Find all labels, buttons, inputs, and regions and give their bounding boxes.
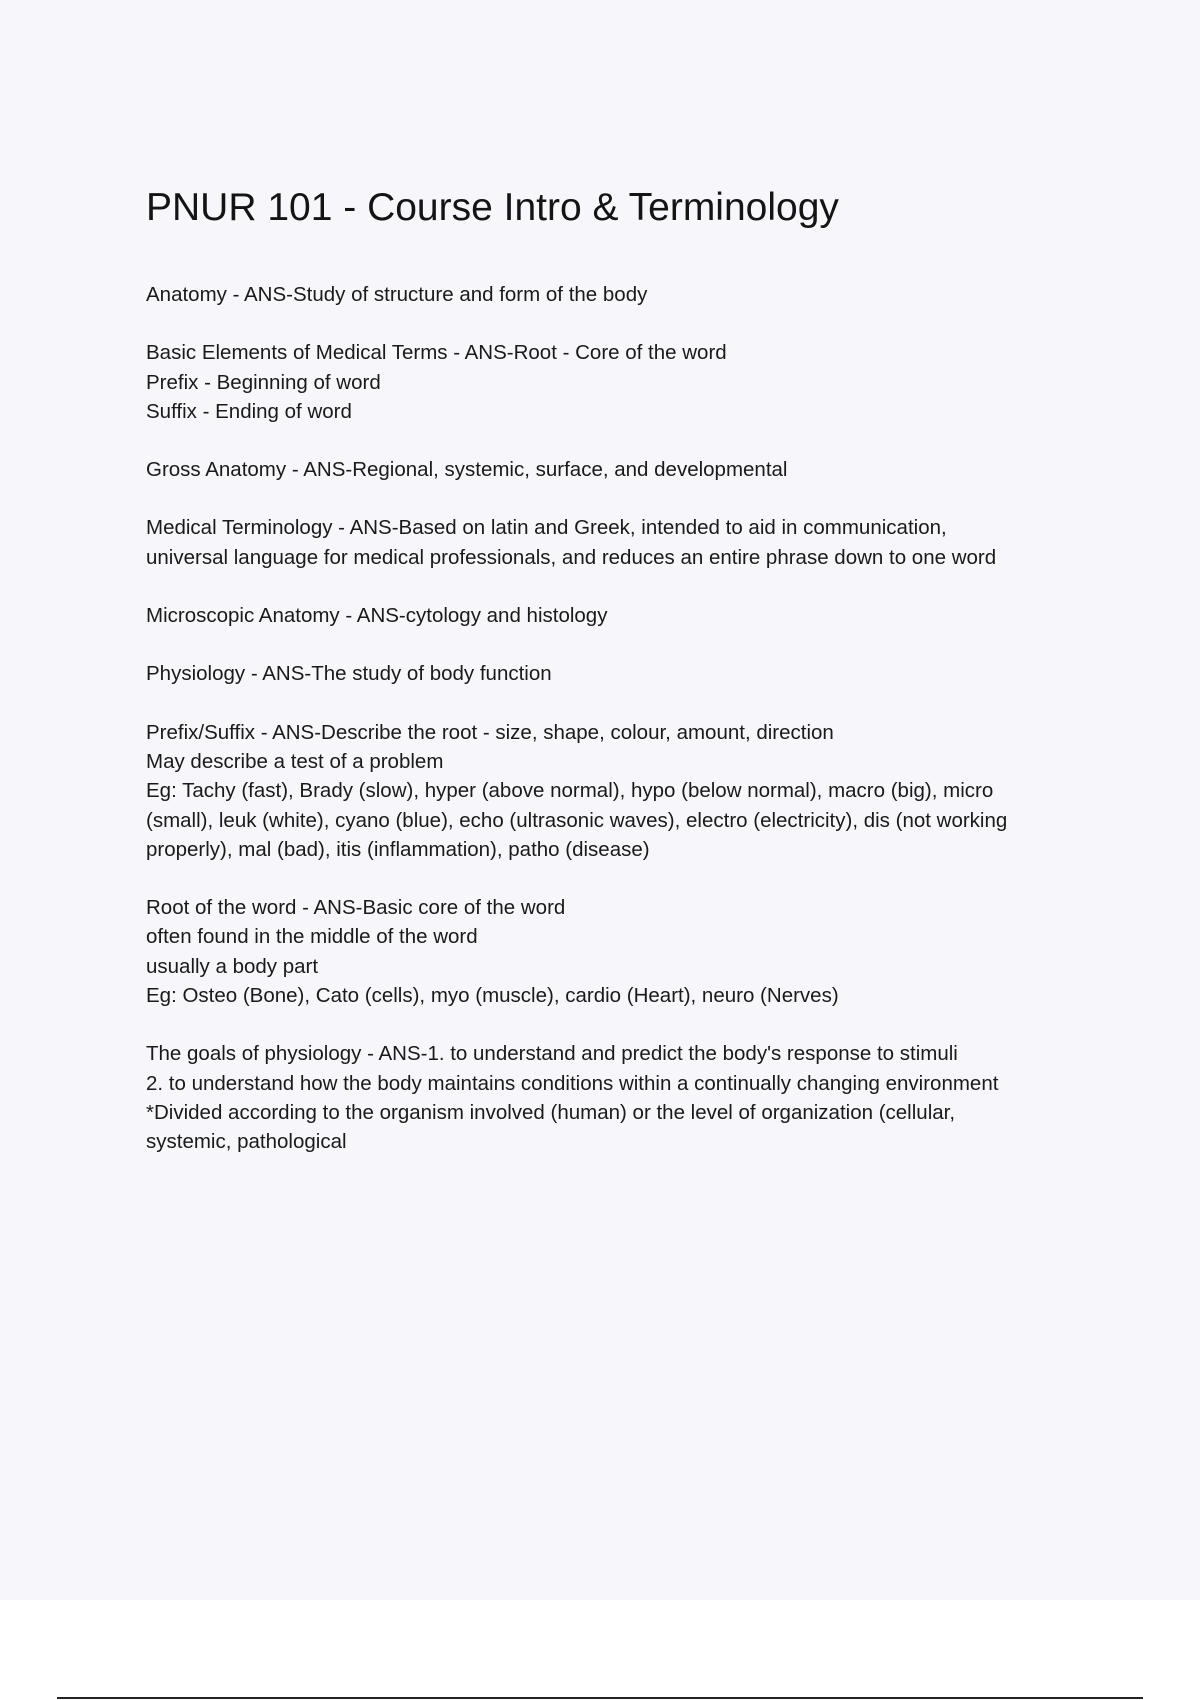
term-entry [146,1039,1086,1156]
term-definition-line: Root of the word - ANS-Basic core of the word [146,896,566,920]
term-definition-line: Gross Anatomy - ANS-Regional, systemic, surface, and developmental [146,458,788,482]
term-definition-line: Prefix/Suffix - ANS-Describe the root - size, shape, colour, amount, direction [146,720,834,744]
term-definition-line: Microscopic Anatomy - ANS-cytology and histology [146,604,608,628]
term-definition-line: Anatomy - ANS-Study of structure and form of the body [146,283,648,306]
term-continuation-line: usually a body part [146,954,319,978]
term-continuation-line: Eg: Osteo (Bone), Cato (cells), myo (muscle), cardio (Heart), neuro (Nerves) [146,984,839,1008]
term-definition-line: The goals of physiology - ANS-1. to understand and predict the body's response to stimuli [146,1042,958,1066]
term-definition-line: Physiology - ANS-The study of body function [146,662,552,686]
term-definition-line: Basic Elements of Medical Terms - ANS-Root - Core of the word [146,341,727,365]
page-title: PNUR 101 - Course Intro & Terminology [146,186,839,229]
term-entry [146,601,1086,630]
term-continuation-line: (small), leuk (white), cyano (blue), echo (ultrasonic waves), electro (electricity), dis (not working [146,808,1008,832]
term-continuation-line: 2. to understand how the body maintains conditions within a continually changing environment [146,1071,999,1095]
term-continuation-line: often found in the middle of the word [146,925,478,949]
footer-divider [57,1697,1143,1699]
term-continuation-line: May describe a test of a problem [146,749,444,773]
term-definition-line: Medical Terminology - ANS-Based on latin and Greek, intended to aid in communication, [146,516,947,540]
term-entry [146,893,1086,1010]
term-continuation-line: Suffix - Ending of word [146,399,352,423]
term-entry [146,280,1086,309]
document-content [146,180,1086,1186]
term-continuation-line: properly), mal (bad), itis (inflammation), patho (disease) [146,837,650,861]
term-continuation-line: Prefix - Beginning of word [146,370,381,394]
term-entry [146,659,1086,688]
term-continuation-line: universal language for medical professionals, and reduces an entire phrase down to one word [146,545,997,569]
entry-list [146,280,1086,1157]
term-entry [146,338,1086,426]
term-entry [146,455,1086,484]
term-entry [146,718,1086,864]
term-continuation-line: Eg: Tachy (fast), Brady (slow), hyper (above normal), hypo (below normal), macro (big), micro [146,779,994,803]
term-entry [146,513,1086,572]
term-continuation-line: systemic, pathological [146,1130,347,1154]
term-continuation-line: *Divided according to the organism involved (human) or the level of organization (cellular, [146,1100,956,1124]
